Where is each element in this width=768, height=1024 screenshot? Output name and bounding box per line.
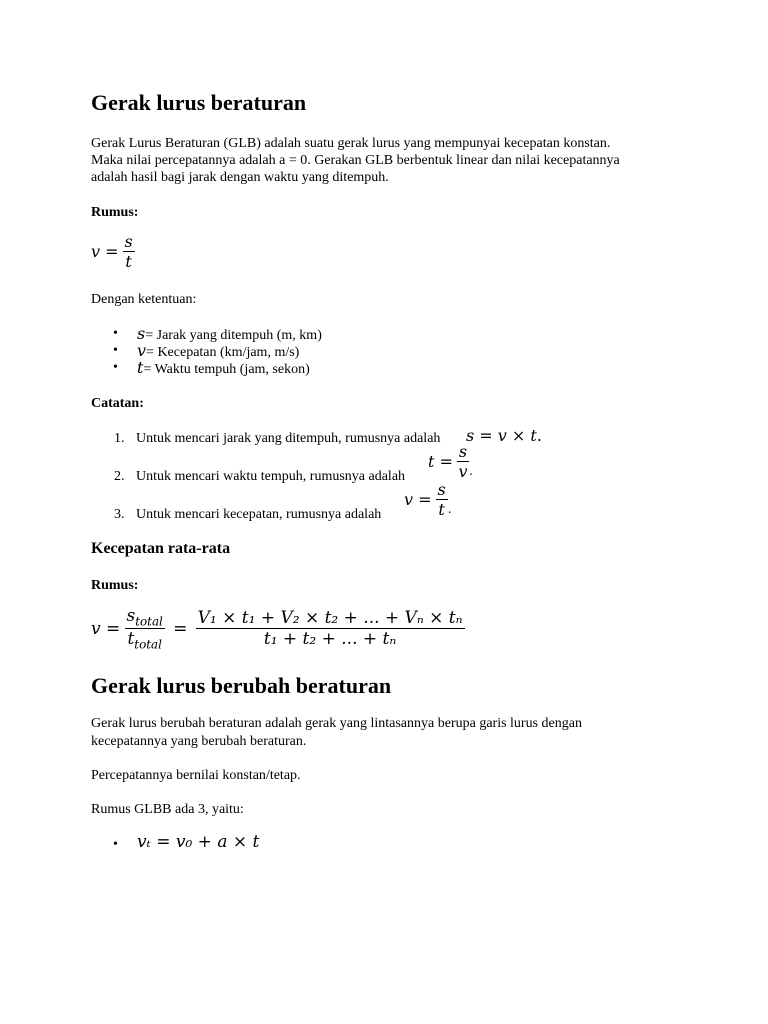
denominator-symbol: t — [127, 629, 135, 650]
rumus-label: Rumus: — [91, 205, 139, 220]
catatan-item-3-text: Untuk mencari kecepatan, rumusnya adalah — [136, 507, 382, 522]
bullet-icon: • — [113, 326, 118, 341]
rumus-label-2: Rumus: — [91, 578, 139, 593]
formula-period: . — [536, 426, 542, 445]
catatan-item-2 — [114, 468, 125, 485]
list-item-text: = Waktu tempuh (jam, sekon) — [143, 362, 310, 377]
percepatan-line: Percepatannya bernilai konstan/tetap. — [91, 768, 301, 783]
catatan-label: Catatan: — [91, 396, 144, 411]
bullet-icon: • — [113, 837, 118, 852]
formula-lhs: v = — [91, 242, 119, 261]
catatan-item-2-text: Untuk mencari waktu tempuh, rumusnya adalah — [136, 469, 406, 484]
item-number: 1. — [114, 431, 125, 446]
catatan-item-1-text: Untuk mencari jarak yang ditempuh, rumusnya adalah — [136, 431, 441, 446]
item-number: 2. — [114, 469, 125, 484]
fraction-total — [125, 606, 165, 652]
symbol: t — [137, 358, 144, 377]
intro-line-2: Maka nilai percepatannya adalah a = 0. Gerakan GLB berbentuk linear dan nilai kecepatannya — [91, 153, 620, 168]
fraction — [436, 480, 448, 519]
fraction-denominator: t₁ + t₂ + ... + tₙ — [263, 629, 397, 650]
list-item-text: = Jarak yang ditempuh (m, km) — [145, 328, 322, 343]
fraction-denominator: v — [458, 462, 468, 481]
formula-s-equals-v-times-t — [466, 426, 542, 446]
section-title-glb: Gerak lurus beraturan — [91, 90, 307, 115]
ketentuan-list — [113, 324, 322, 377]
formula-average-velocity — [91, 606, 465, 652]
list-item — [113, 358, 310, 377]
formula-lhs: t = — [428, 452, 453, 471]
ketentuan-label: Dengan ketentuan: — [91, 292, 197, 307]
subheading-kecepatan-rata-rata: Kecepatan rata-rata — [91, 540, 231, 557]
numerator-subscript: total — [135, 614, 163, 629]
formula-t-equals-s-over-v — [428, 442, 473, 481]
formula-period: . — [447, 502, 452, 517]
formula-v-equals-s-over-t — [91, 232, 135, 271]
formula-period: . — [469, 464, 473, 479]
rumus-glbb-line: Rumus GLBB ada 3, yaitu: — [91, 802, 244, 817]
list-item — [113, 341, 300, 360]
fraction-denominator: t — [125, 252, 132, 271]
list-item — [113, 324, 322, 343]
fraction-denominator: t — [438, 500, 445, 519]
bullet-icon: • — [113, 343, 118, 358]
glbb-formula-1: vₜ = v₀ + a × t — [137, 832, 260, 852]
glbb-line-2: kecepatannya yang berubah beraturan. — [91, 734, 307, 749]
formula-text: s = v × t — [466, 426, 537, 445]
item-number: 3. — [114, 507, 125, 522]
glbb-line-1: Gerak lurus berubah beraturan adalah gerak yang lintasannya berupa garis lurus dengan — [91, 716, 582, 731]
symbol: v — [137, 341, 147, 360]
bullet-icon: • — [113, 360, 118, 375]
section-title-glbb: Gerak lurus berubah beraturan — [91, 673, 392, 698]
formula-lhs: v = — [404, 490, 432, 509]
formula-v-equals-s-over-t-2 — [404, 480, 452, 519]
formula-lhs: v = — [91, 618, 121, 639]
fraction-denominator — [125, 629, 165, 651]
fraction-numerator: s — [458, 442, 468, 461]
fraction — [457, 442, 469, 481]
glbb-formula-list-item — [113, 832, 260, 853]
catatan-item-3 — [114, 506, 125, 523]
fraction-numerator — [125, 606, 165, 629]
numerator-symbol: s — [126, 606, 136, 626]
intro-line-3: adalah hasil bagi jarak dengan waktu yang ditempuh. — [91, 170, 389, 185]
fraction-numerator: V₁ × t₁ + V₂ × t₂ + ... + Vₙ × tₙ — [197, 608, 463, 629]
fraction — [123, 232, 135, 271]
denominator-subscript: total — [134, 637, 162, 652]
equals-sign: = — [173, 618, 188, 639]
catatan-item-1 — [114, 430, 125, 447]
intro-line-1: Gerak Lurus Beraturan (GLB) adalah suatu gerak lurus yang mempunyai kecepatan konstan. — [91, 136, 611, 151]
fraction-numerator: s — [124, 232, 133, 251]
list-item-text: = Kecepatan (km/jam, m/s) — [146, 345, 300, 360]
fraction-expanded — [196, 608, 465, 649]
fraction-numerator: s — [437, 480, 446, 499]
symbol: s — [137, 324, 146, 343]
